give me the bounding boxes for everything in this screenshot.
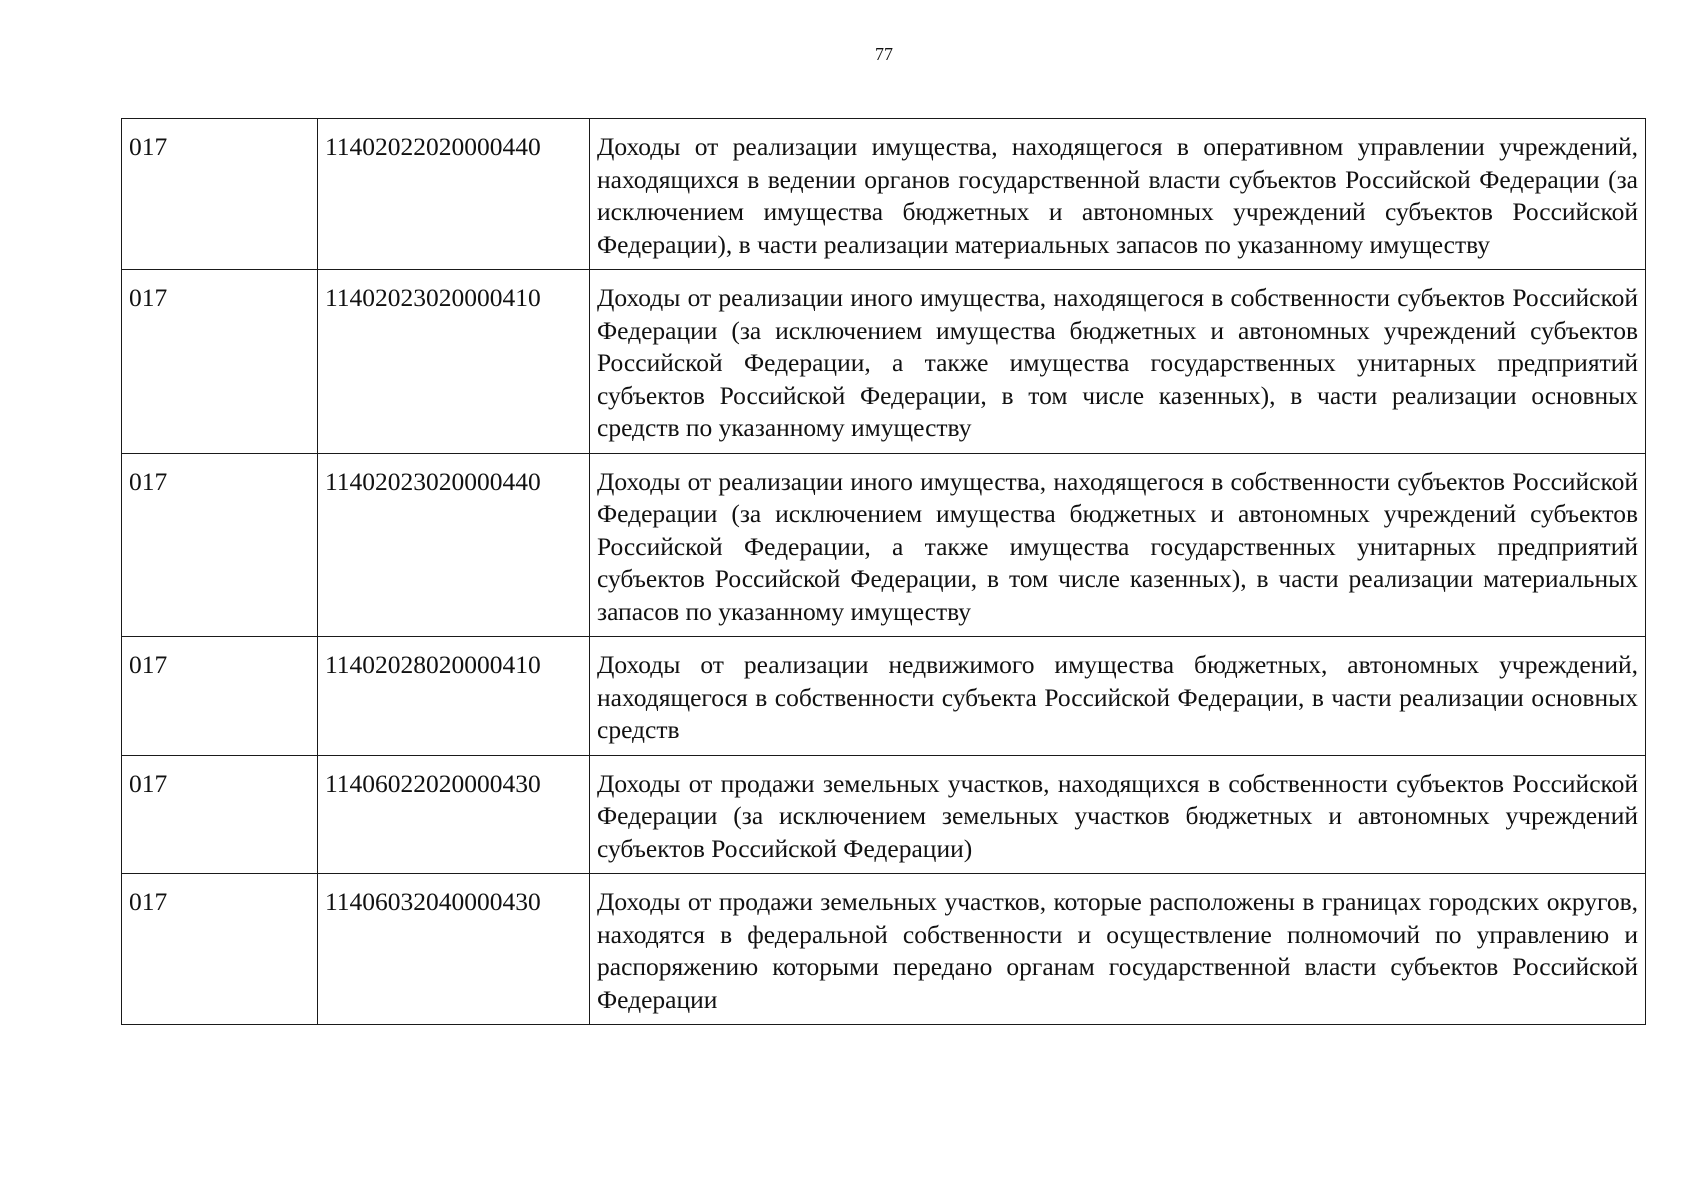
- revenue-codes-table: [121, 118, 1646, 1025]
- budget-code-cell: 11406022020000430: [318, 755, 590, 874]
- admin-code-cell: 017: [122, 453, 318, 637]
- admin-code-cell: 017: [122, 270, 318, 454]
- budget-code-cell: 11406032040000430: [318, 874, 590, 1025]
- description-cell: Доходы от реализации иного имущества, находящегося в собственности субъектов Российской Федерации (за исключением имущества бюджетных и автономных учреждений субъектов Российской Федерации, а также имущества государственных унитарных предприятий субъектов Российской Федерации, в том числе казенных), в части реализации основных средств по указанному имуществу: [590, 270, 1646, 454]
- table-row: [122, 453, 1646, 637]
- table-row: [122, 637, 1646, 756]
- admin-code-cell: 017: [122, 755, 318, 874]
- budget-code-cell: 11402023020000440: [318, 453, 590, 637]
- description-cell: Доходы от реализации имущества, находящегося в оперативном управлении учреждений, находящихся в ведении органов государственной власти субъектов Российской Федерации (за исключением имущества бюджетных и автономных учреждений субъектов Российской Федерации), в части реализации материальных запасов по указанному имуществу: [590, 119, 1646, 270]
- description-cell: Доходы от реализации недвижимого имущества бюджетных, автономных учреждений, находящегося в собственности субъекта Российской Федерации, в части реализации основных средств: [590, 637, 1646, 756]
- page-number: 77: [875, 44, 893, 64]
- admin-code-cell: 017: [122, 637, 318, 756]
- budget-code-cell: 11402028020000410: [318, 637, 590, 756]
- description-cell: Доходы от реализации иного имущества, находящегося в собственности субъектов Российской Федерации (за исключением имущества бюджетных и автономных учреждений субъектов Российской Федерации, а также имущества государственных унитарных предприятий субъектов Российской Федерации, в том числе казенных), в части реализации материальных запасов по указанному имуществу: [590, 453, 1646, 637]
- description-cell: Доходы от продажи земельных участков, которые расположены в границах городских округов, находятся в федеральной собственности и осуществление полномочий по управлению и распоряжению которыми передано органам государственной власти субъектов Российской Федерации: [590, 874, 1646, 1025]
- admin-code-cell: 017: [122, 119, 318, 270]
- table-row: [122, 119, 1646, 270]
- budget-code-cell: 11402022020000440: [318, 119, 590, 270]
- admin-code-cell: 017: [122, 874, 318, 1025]
- table-row: [122, 874, 1646, 1025]
- budget-code-cell: 11402023020000410: [318, 270, 590, 454]
- table-row: [122, 270, 1646, 454]
- table-row: [122, 755, 1646, 874]
- description-cell: Доходы от продажи земельных участков, находящихся в собственности субъектов Российской Федерации (за исключением земельных участков бюджетных и автономных учреждений субъектов Российской Федерации): [590, 755, 1646, 874]
